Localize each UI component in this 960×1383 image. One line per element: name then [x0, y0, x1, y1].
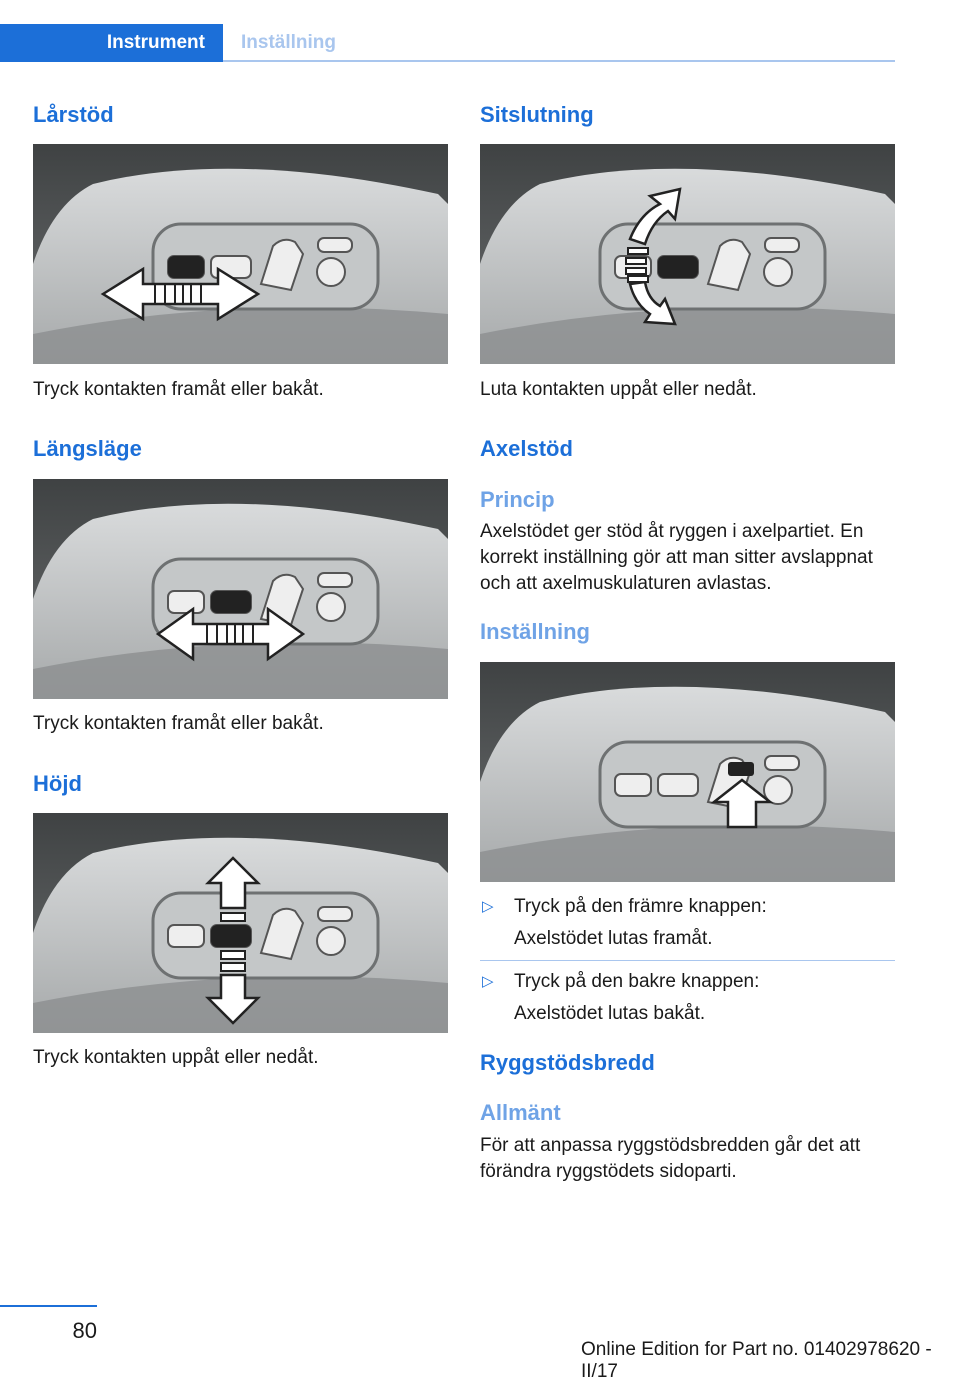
page-number: 80	[72, 1318, 97, 1343]
heading-larstod: Lårstöd	[33, 102, 114, 127]
heading-langslage: Längsläge	[33, 436, 142, 461]
thigh-support-image	[33, 144, 448, 364]
caption-larstod: Tryck kontakten framåt eller bakåt.	[33, 379, 324, 400]
heading-hojd: Höjd	[33, 771, 82, 796]
subheading-allmant: Allmänt	[480, 1100, 561, 1125]
caption-hojd: Tryck kontakten uppåt eller nedåt.	[33, 1047, 319, 1068]
heading-sitslutning: Sitslutning	[480, 102, 594, 127]
caption-langslage: Tryck kontakten framåt eller bakåt.	[33, 713, 324, 734]
bullet-sub-text: Axelstödet lutas bakåt.	[514, 1003, 706, 1024]
bullet-sub-text: Axelstödet lutas framåt.	[514, 928, 713, 949]
bullet-main-text: Tryck på den främre knappen:	[514, 896, 767, 917]
shoulder-support-image	[480, 662, 895, 882]
header-divider	[223, 60, 895, 62]
footer-edition: Online Edition for Part no. 01402978620 - II/17	[581, 1339, 932, 1382]
footer-divider	[0, 1305, 97, 1307]
bullet-list	[480, 894, 895, 1027]
bullet-divider	[480, 960, 895, 961]
caption-sitslutning: Luta kontakten uppåt eller nedåt.	[480, 379, 757, 400]
subheading-princip: Princip	[480, 487, 555, 512]
list-item	[480, 894, 895, 952]
tab-instrument[interactable]: Instrument	[0, 24, 223, 62]
heading-axelstod: Axelstöd	[480, 436, 573, 461]
longitudinal-position-image	[33, 479, 448, 699]
heading-ryggstodsbredd: Ryggstödsbredd	[480, 1050, 655, 1075]
paragraph-princip: Axelstödet ger stöd åt ryggen i axelpartiet. En korrekt inställning gör att man sitter avslappnat och att axelmuskulaturen avlastas.	[480, 521, 873, 594]
page-header	[0, 0, 960, 62]
bullet-main-text: Tryck på den bakre knappen:	[514, 971, 760, 992]
tab-installning[interactable]: Inställning	[241, 32, 336, 53]
subheading-installning: Inställning	[480, 619, 590, 644]
seat-tilt-image	[480, 144, 895, 364]
height-image	[33, 813, 448, 1033]
list-item	[480, 969, 895, 1027]
triangle-bullet-icon: ▷	[482, 973, 494, 990]
triangle-bullet-icon: ▷	[482, 898, 494, 915]
paragraph-allmant: För att anpassa ryggstödsbredden går det att förändra ryggstödets sidoparti.	[480, 1135, 861, 1182]
